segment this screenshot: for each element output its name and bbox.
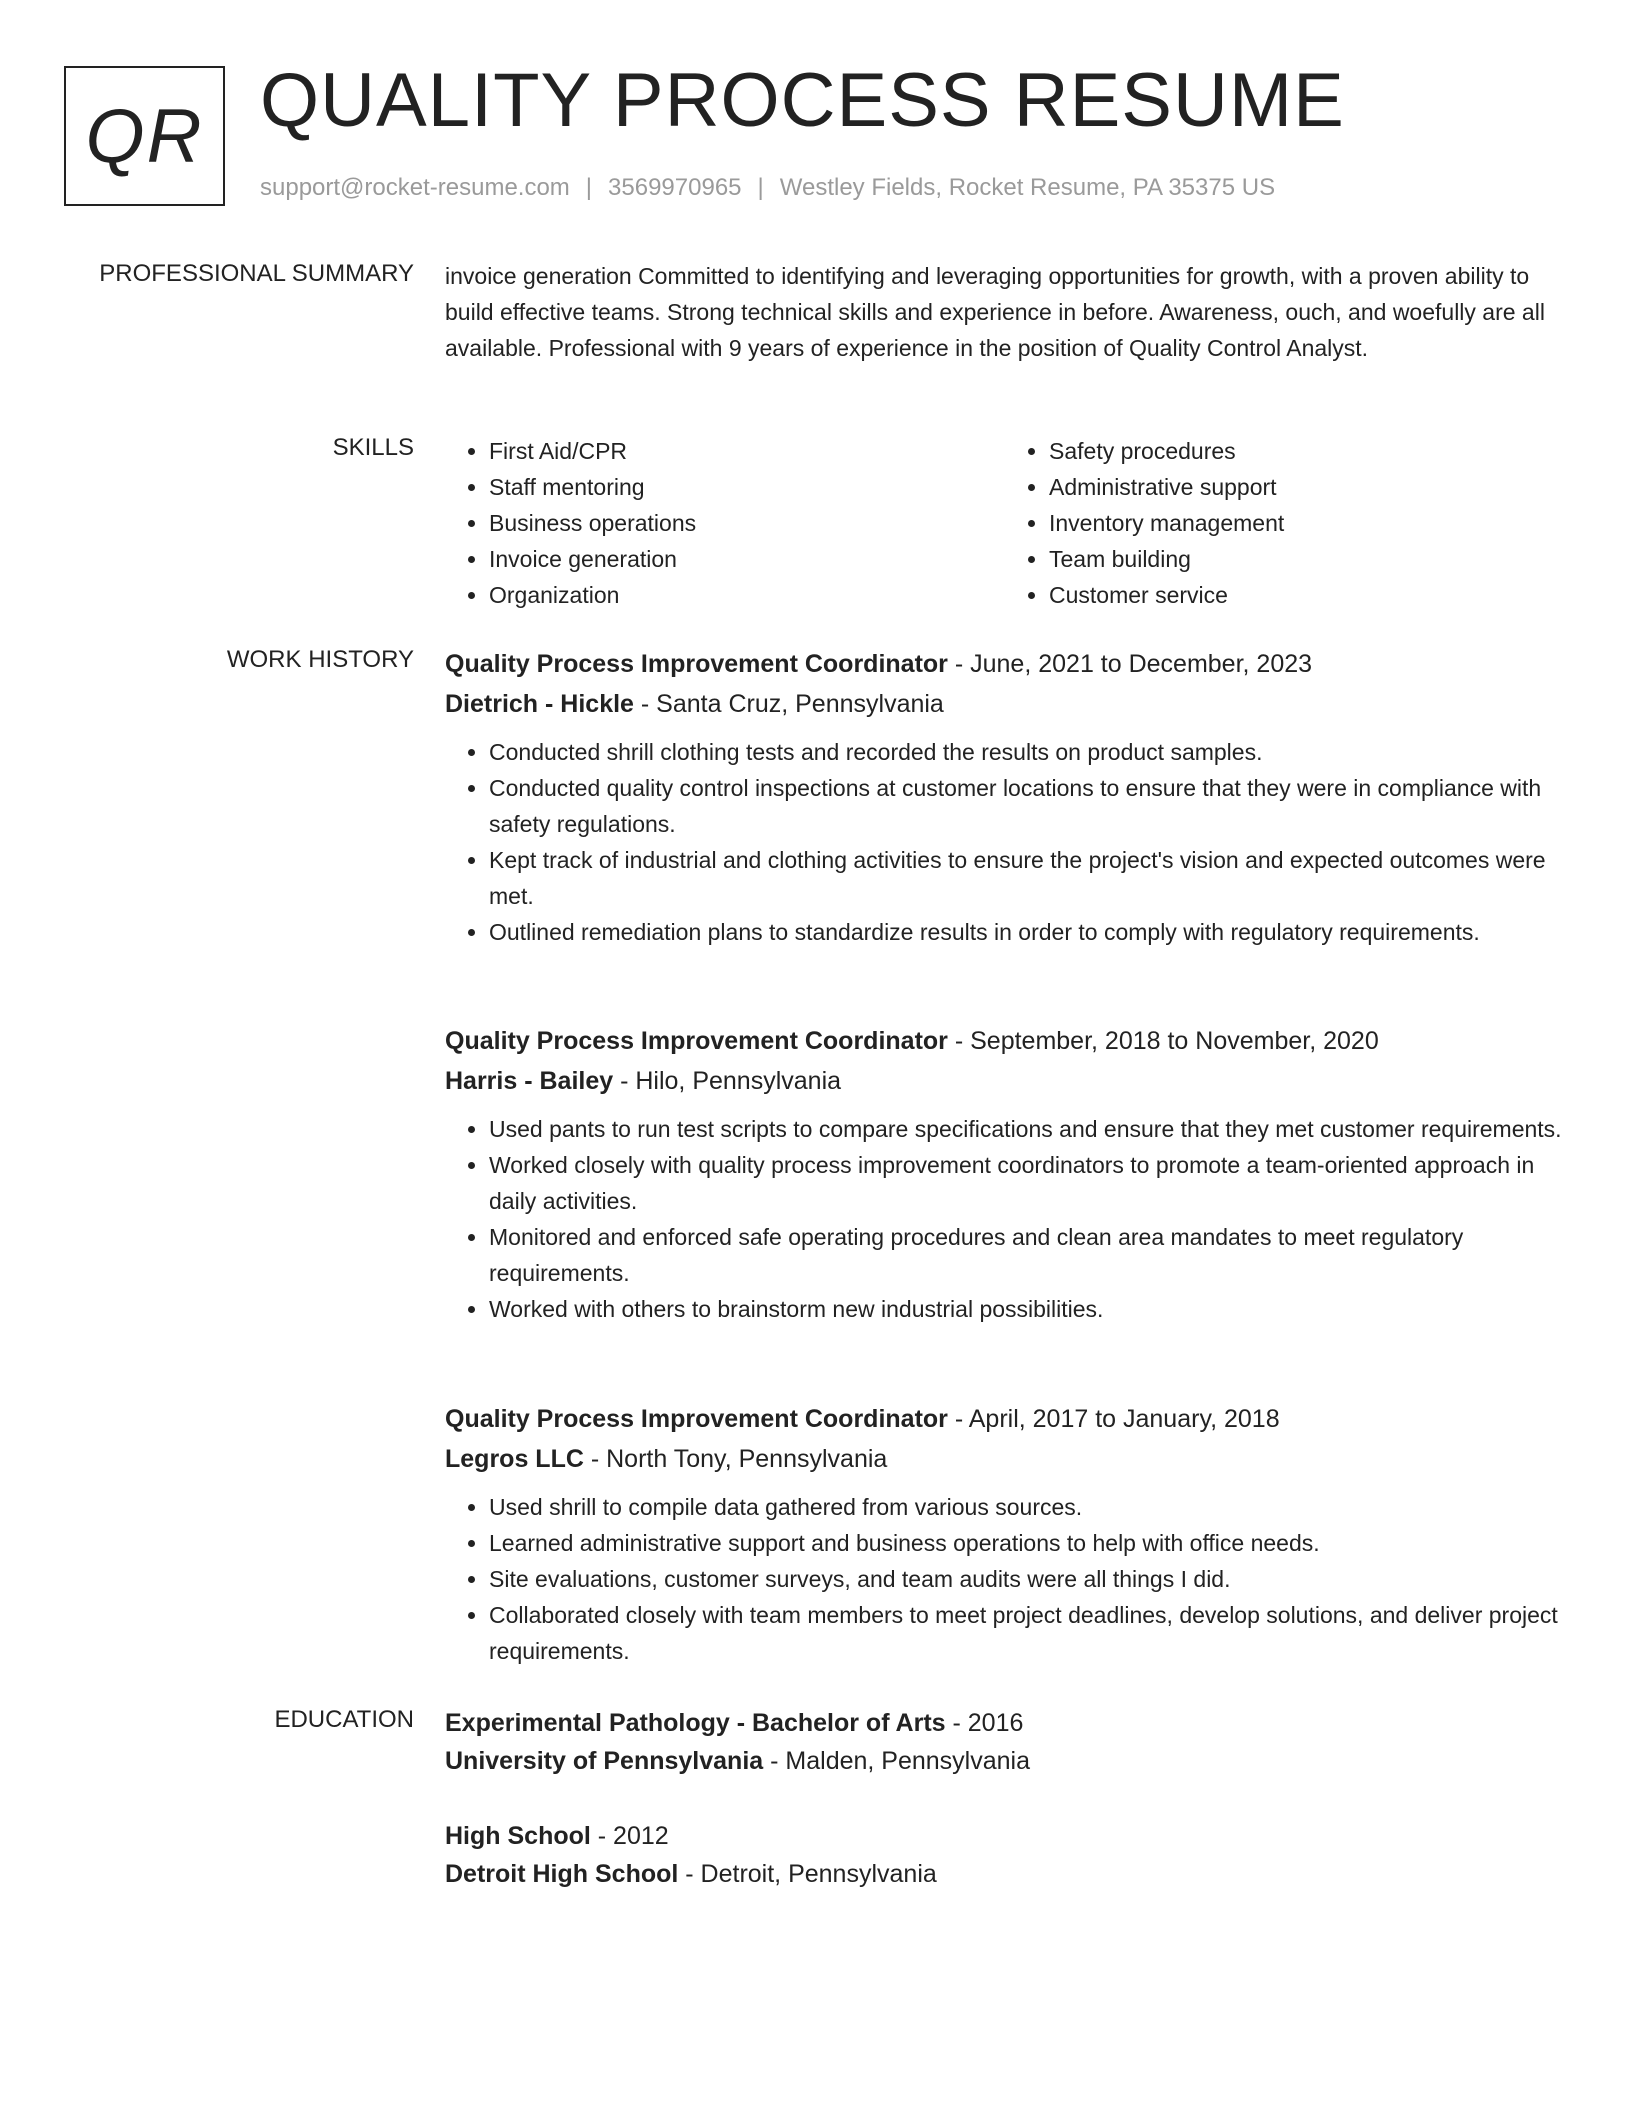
job-bullet: • Kept track of industrial and clothing activities to ensure the project's vision and expected outcomes were met. — [489, 842, 1565, 914]
education-school-line — [445, 1742, 1565, 1780]
education-location: - Malden, Pennsylvania — [763, 1747, 1030, 1775]
education-degree: High School — [445, 1822, 591, 1850]
education-school: University of Pennsylvania — [445, 1747, 764, 1775]
job-bullet: • Site evaluations, customer surveys, and team audits were all things I did. — [489, 1561, 1565, 1597]
education-entry — [445, 1817, 1565, 1893]
contact-phone[interactable]: 3569970965 — [608, 174, 742, 201]
job-bullets — [445, 734, 1565, 950]
job-bullet: • Conducted shrill clothing tests and recorded the results on product samples. — [489, 734, 1565, 770]
skill-item: • Organization — [489, 577, 1005, 613]
job-bullet: • Used pants to run test scripts to compare specifications and ensure that they met customer requirements. — [489, 1111, 1565, 1147]
skill-item: • Administrative support — [1049, 469, 1565, 505]
job-title-line — [445, 644, 1565, 684]
skill-item: • Inventory management — [1049, 505, 1565, 541]
job-entry — [445, 1399, 1565, 1669]
job-dates: - June, 2021 to December, 2023 — [947, 650, 1313, 678]
skill-item: • Business operations — [489, 505, 1005, 541]
job-title-line — [445, 1399, 1565, 1439]
section-label-education: EDUCATION — [274, 1706, 414, 1733]
education-year: - 2012 — [590, 1822, 669, 1850]
skill-item: • Team building — [1049, 541, 1565, 577]
job-company-line — [445, 684, 1565, 724]
skill-item: • Safety procedures — [1049, 433, 1565, 469]
job-bullet: • Conducted quality control inspections at customer locations to ensure that they were in compliance with safety regulations. — [489, 770, 1565, 842]
education-degree-line — [445, 1704, 1565, 1742]
skills-list — [445, 433, 1565, 613]
skill-item: • Invoice generation — [489, 541, 1005, 577]
job-entry — [445, 1021, 1565, 1327]
contact-line — [260, 172, 1275, 204]
job-title: Quality Process Improvement Coordinator — [445, 1405, 948, 1433]
job-entry — [445, 644, 1565, 950]
monogram-logo: QR — [64, 66, 225, 206]
job-company-line — [445, 1061, 1565, 1101]
skill-item: • Customer service — [1049, 577, 1565, 613]
job-bullet: • Collaborated closely with team members to meet project deadlines, develop solutions, and deliver project requirements. — [489, 1597, 1565, 1669]
job-company: Harris - Bailey — [445, 1067, 614, 1095]
education-entry — [445, 1704, 1565, 1780]
job-bullets — [445, 1111, 1565, 1327]
job-bullet: • Learned administrative support and business operations to help with office needs. — [489, 1525, 1565, 1561]
job-bullet: • Worked with others to brainstorm new industrial possibilities. — [489, 1291, 1565, 1327]
section-label-summary: PROFESSIONAL SUMMARY — [99, 260, 414, 287]
job-location: - Hilo, Pennsylvania — [613, 1067, 842, 1095]
job-dates: - September, 2018 to November, 2020 — [947, 1027, 1379, 1055]
summary-text: invoice generation Committed to identifying and leveraging opportunities for growth, with a proven ability to build effective teams. Strong technical skills and experience in before. Awareness, ouch, and woefully are all available. Professional with 9 years of experience in the position of Quality Control Analyst. — [445, 263, 1545, 361]
job-company: Legros LLC — [445, 1445, 584, 1473]
job-bullet: • Monitored and enforced safe operating procedures and clean area mandates to meet regulatory requirements. — [489, 1219, 1565, 1291]
job-bullet: • Worked closely with quality process improvement coordinators to promote a team-oriented approach in daily activities. — [489, 1147, 1565, 1219]
contact-separator: | — [585, 174, 593, 201]
job-title-line — [445, 1021, 1565, 1061]
education-degree: Experimental Pathology - Bachelor of Arts — [445, 1709, 946, 1737]
education-degree-line — [445, 1817, 1565, 1855]
job-bullets — [445, 1489, 1565, 1669]
education-year: - 2016 — [945, 1709, 1024, 1737]
job-bullet: • Outlined remediation plans to standardize results in order to comply with regulatory requirements. — [489, 914, 1565, 950]
job-location: - Santa Cruz, Pennsylvania — [633, 690, 944, 718]
education-school: Detroit High School — [445, 1860, 679, 1888]
skills-column-right — [1005, 433, 1565, 613]
skill-item: • Staff mentoring — [489, 469, 1005, 505]
job-dates: - April, 2017 to January, 2018 — [947, 1405, 1280, 1433]
education-location: - Detroit, Pennsylvania — [678, 1860, 937, 1888]
job-company: Dietrich - Hickle — [445, 690, 634, 718]
contact-email[interactable]: support@rocket-resume.com — [260, 174, 570, 201]
job-bullet: • Used shrill to compile data gathered from various sources. — [489, 1489, 1565, 1525]
resume-title: QUALITY PROCESS RESUME — [260, 58, 1345, 143]
education-school-line — [445, 1855, 1565, 1893]
job-location: - North Tony, Pennsylvania — [583, 1445, 888, 1473]
job-title: Quality Process Improvement Coordinator — [445, 1027, 948, 1055]
skill-item: • First Aid/CPR — [489, 433, 1005, 469]
skills-column-left — [445, 433, 1005, 613]
job-title: Quality Process Improvement Coordinator — [445, 650, 948, 678]
section-label-work-history: WORK HISTORY — [226, 646, 414, 673]
section-label-skills: SKILLS — [332, 434, 414, 461]
job-company-line — [445, 1439, 1565, 1479]
contact-separator: | — [757, 174, 764, 201]
contact-address: Westley Fields, Rocket Resume, PA 35375 US — [779, 174, 1276, 201]
